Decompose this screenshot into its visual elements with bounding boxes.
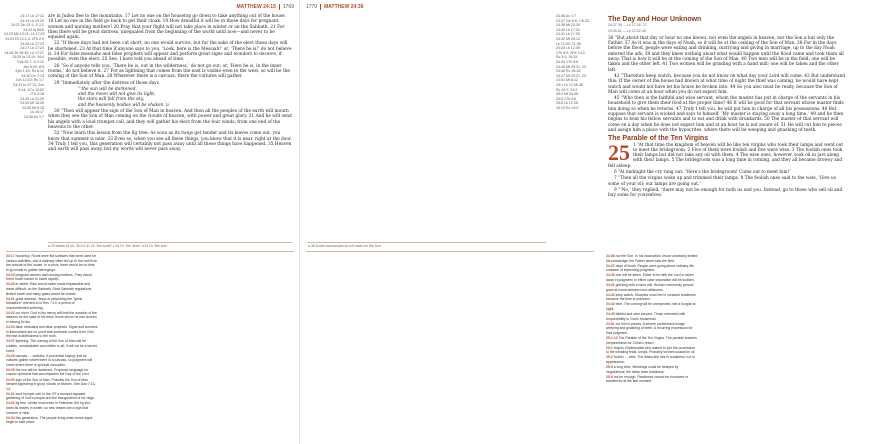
cross-reference: 24:36 Ac 1:7 — [24, 115, 44, 120]
note-reference: 24:45 — [606, 312, 615, 317]
cross-reference: 9:14; 1Co 15:52 — [18, 87, 44, 92]
study-note — [6, 311, 98, 325]
note-text: sign of the Son of Man. Possibly the Son of Man himself appearing in glory. clouds of heaven. See Dan 7:13-14. — [6, 377, 96, 391]
study-note — [6, 401, 98, 415]
cross-reference: 24:43 Lk 12:39 — [556, 46, 580, 51]
study-note — [6, 392, 98, 401]
running-head-ref: MATTHEW 24:15 — [236, 3, 276, 10]
study-note — [606, 264, 698, 273]
note-reference: 24:27 — [6, 339, 15, 344]
paragraph: 32 “Now learn this lesson from the fig tree: As soon as its twigs get tender and its leaves come out, you know that summer is near. 33 Even so, when you see all these things, you know that it is near, right at the door. 34 Truly I tell you, this generation will certainly not pass away until all these things have happened. 35 Heaven and earth will pass away, but my words will never pass away. — [48, 131, 292, 153]
note-reference: 24:19 — [6, 272, 15, 277]
cross-reference: 25:8 Lk 12:35 — [556, 101, 578, 106]
cross-reference: Am 5:20; 8:9 — [23, 64, 44, 69]
note-text: this generation. The people living when these signs begin to take place. — [6, 415, 93, 425]
note-reference: 24:28 — [6, 353, 15, 358]
note-reference: 24:41 — [606, 283, 615, 288]
cross-reference: Ezk 32:7; Jl 2:10 — [17, 59, 44, 64]
study-note — [606, 254, 698, 263]
note-text: not be enough. Readiness cannot be borrowed or transferred at the last moment. — [606, 374, 689, 384]
section-heading: The Day and Hour Unknown — [608, 16, 702, 23]
note-reference: 24:43 — [606, 302, 615, 307]
cross-reference: 24:35 Mt 5:18 — [22, 105, 44, 110]
cross-reference: 25:10 Rv 19:9 — [556, 105, 579, 110]
running-head-left — [237, 2, 294, 11]
footnote-rule — [308, 242, 546, 243]
paragraph: 22 “If those days had not been cut short, no one would survive, but for the sake of the elect those days will be shortened. 23 At that time if anyone says to you, ‘Look, here is the Messiah!’ or, ‘There he is!’ do not believe it. 24 For false messiahs and false prophets will appear and perform great signs and wonders to deceive, if possible, even the elect. 25 See, I have told you ahead of time. — [48, 41, 292, 63]
cross-reference: 24:19 Lk 23:29 — [20, 18, 44, 23]
notes-rule — [6, 251, 294, 252]
study-notes-right — [606, 254, 894, 440]
note-text: false messiahs and false prophets. Signs and wonders in themselves are no proof that someone comes from God; the test is faithfulness to the truth. — [6, 325, 98, 339]
note-text: faithful and wise servant. Those entrusted with responsibility in God's household. — [606, 312, 686, 321]
note-text: The Parable of the Ten Virgins. The parable teaches preparedness for Christ's return. — [606, 336, 697, 345]
cross-reference: Zch 12:10; Rv 1:7 — [15, 78, 44, 83]
paragraph: 29 “Immediately after the distress of those days — [54, 80, 159, 86]
cross-reference: 24:26 Lk 17:23 — [20, 41, 44, 46]
study-note — [606, 375, 698, 384]
note-reference: 24:37 — [606, 263, 615, 268]
note-reference: 24:51 — [606, 321, 615, 326]
study-note — [606, 355, 698, 364]
footnote-rule — [48, 242, 292, 243]
note-text: loud trumpet call. In the OT a trumpet signaled gathering of God's people and the inauguration of his reign. — [6, 391, 96, 401]
cross-reference: 25:1 Lk 12:35-38 — [556, 82, 583, 87]
cross-reference: 24:42 Mt 25:13 — [556, 36, 580, 41]
paragraph: 45 “Who then is the faithful and wise servant, whom the master has put in charge of the servants in his household to give them their food at the proper time? 46 It will be good for that servant whose master finds him doing so when he returns. 47 Truly I tell you, he will put him in charge of all his possessions. 48 But suppose that servant is wicked and says to himself, ‘My master is staying away a long time,’ 49 and he then begins to beat his fellow servants and to eat and drink with drunkards. 50 The master of that servant will come on a day when he does not expect him and at an hour he is not aware of. 51 He will cut him to pieces and assign him a place with the hypocrites, where there will be weeping and gnashing of teeth. — [608, 96, 844, 133]
note-text: thief. The coming will be unexpected, like a burglar at night. — [606, 302, 696, 311]
study-note — [6, 273, 98, 282]
note-text: housetop. Roofs were flat surfaces that were used for various activities, and a stairway often led up to the roof from the outside of the house. In a crisis, there would be no time to go inside to gather belongings. — [6, 254, 98, 272]
cross-reference: 24:28 Jb 39:30; Lk 17:37 — [4, 50, 44, 55]
cross-reference: 24:27 Lk 17:24 — [20, 46, 44, 51]
running-head-ref: MATTHEW 24:36 — [324, 3, 364, 10]
cross-reference: 25:2 Mt 24:45 — [556, 92, 578, 97]
study-note — [606, 336, 698, 345]
poem-line: and the heavenly bodies will be shaken.’a — [78, 102, 169, 108]
note-text: nor the Son. In his incarnation Jesus voluntarily limited his knowledge; the Father alone sets the time. — [606, 254, 698, 263]
study-note — [6, 325, 98, 339]
note-reference: 24:20 — [6, 282, 15, 287]
cross-reference: 24:41 Lk 17:35 — [556, 32, 580, 37]
cross-reference: 24:36 Ac 1:7 — [556, 14, 576, 18]
paragraph: 26 “So if anyone tells you, ‘There he is, out in the wilderness,’ do not go out; or, ‘Here he is, in the inner rooms,’ do not believe it. 27 For as lightning that comes from the east is visible even in the west, so will be the coming of the Son of Man. 28 Wherever there is a carcass, there the vultures will gather. — [48, 63, 290, 80]
note-reference: 25:2 — [606, 355, 613, 360]
poetry-quote — [48, 87, 292, 108]
study-note — [6, 378, 98, 392]
paragraph: 42 “Therefore keep watch, because you do not know on what day your Lord will come. 43 But understand this: If the owner of the house had known at what time of night the thief was coming, he would have kept watch and would not have let his house be broken into. 44 So you also must be ready, because the Son of Man will come at an hour when you do not expect him. — [608, 73, 846, 95]
note-text: days of Noah. People were going about ordinary life, unaware of impending judgment. — [606, 263, 695, 273]
note-reference: 24:40 — [606, 273, 615, 278]
poem-line: the stars will fall from the sky, — [78, 97, 145, 103]
note-text: a long time. Weddings could be delayed by negotiations; the delay tests readiness. — [606, 365, 679, 374]
footnotes: a 36 Some manuscripts do not have nor the Son. — [308, 244, 382, 248]
cross-reference: Rv 3:3; 16:15 — [556, 55, 578, 60]
study-note — [6, 339, 98, 353]
parallel-passages: 24:37-39 — Lk 17:26, 27 — [608, 23, 647, 28]
footnotes: a 29 Isaiah 13:10; 34:4 b 31 Or "the world" c 34 Or "the Jews" d 34 Or "the end" — [48, 244, 168, 248]
cross-reference: 24:31 Is 27:13; Zch — [13, 82, 44, 87]
note-reference: 24:31 — [6, 391, 15, 396]
study-note — [606, 312, 698, 321]
note-text: great distress. Jesus is describing the "great tribulation" referred to in Rev 7:14, a period of unprecedented suffering. — [6, 296, 83, 310]
note-text: foolish … wise. The distinction lies in readiness, not in appearance. — [606, 355, 695, 364]
cross-reference: 24:24 Dt 13:1-3; 2Th 2:9 — [5, 36, 44, 41]
poem-line: and the moon will not give its light; — [78, 92, 156, 98]
scripture-text-left — [48, 14, 292, 153]
note-reference: 24:21 — [6, 296, 15, 301]
paragraph: 1 “At that time the kingdom of heaven will be like ten virgins who took their lamps and went out to meet the bridegroom. 2 Five of them were foolish and five were wise. 3 The foolish ones took their lamps but did not take any oil with them. 4 The wise ones, however, took oil in jars along with their lamps. 5 The bridegroom was a long time in coming, and they all became drowsy and fell asleep. — [608, 142, 844, 169]
note-reference: 25:1-13 — [606, 336, 618, 341]
cross-reference: 1Th 5:2; 2Pe 3:10 — [556, 50, 585, 55]
study-note — [606, 273, 698, 282]
note-reference: 25:5 — [606, 365, 613, 370]
note-text: pregnant women and nursing mothers. They would find it much harder to travel rapidly. — [6, 272, 92, 282]
notes-rule — [306, 251, 594, 252]
cross-reference: 24:21 Dn 12:1; Jl 2:2 — [10, 23, 44, 28]
note-reference: 24:34 — [6, 415, 15, 420]
paragraph: are in Judea flee to the mountains. 17 Let no one on the housetop go down to take anything out of the house. 18 Let no one in the field go back to get their cloak. 19 How dreadful it will be in those days for pregnant women and nursing mothers! 20 Pray that your flight will not take place in winter or on the Sabbath. 21 For then there will be great distress, unequaled from the beginning of the world until now—and never to be equaled again. — [48, 14, 286, 41]
study-note — [606, 322, 698, 336]
study-note — [6, 282, 98, 296]
note-text: carcass … vultures. A proverbial saying: just as vultures gather where there is a carcass, so judgment will come where there is spiritual corruption. — [6, 353, 93, 367]
paragraph: 9 “‘No,’ they replied, ‘there may not be enough for both us and you. Instead, go to those who sell oil and buy some for yourselves.’ — [608, 187, 843, 199]
cross-reference: 24:32 Lk 21:29 — [20, 96, 44, 101]
cross-reference: 24:23 Mk 13:21; Lk 17:23 — [4, 32, 45, 37]
note-reference: 25:9 — [606, 374, 613, 379]
note-text: cut short. God in his mercy will limit the duration of the distress for the sake of his elect, those whom he has chosen to belong to him. — [6, 310, 97, 325]
study-note — [6, 354, 98, 368]
cross-reference: 24:40 Lk 17:34 — [556, 27, 580, 32]
note-reference: 24:36 — [606, 254, 615, 258]
cross-reference: Zph 1:15; Rv 6:12 — [15, 69, 44, 74]
cross-reference: 24:17 Lk 17:31 — [20, 14, 44, 18]
study-notes-left — [6, 254, 294, 440]
paragraph: 30 “Then will appear the sign of the Son of Man in heaven. And then all the peoples of the earth will mourn when they see the Son of Man coming on the clouds of heaven, with power and great glory. 31 And he will send his angels with a loud trumpet call, and they will gather his elect from the four winds, from one end of the heavens to the other. — [48, 109, 292, 130]
note-reference: 24:42 — [606, 292, 615, 297]
cross-reference-column — [556, 14, 596, 110]
parallel-passages: 24:45-51 — Lk 12:42-46 — [608, 28, 646, 33]
cross-reference: 24:44 1Th 5:6 — [556, 59, 579, 64]
study-note — [606, 346, 698, 355]
cross-reference: 24:34 Mt 16:28 — [20, 101, 44, 106]
note-text: grinding with a hand mill. Women commonly ground grain at home between two millstones. — [606, 283, 694, 292]
right-page — [300, 0, 846, 444]
study-note — [6, 254, 98, 272]
page-number: 1770 — [306, 3, 318, 10]
note-reference: 24:22 — [6, 310, 15, 315]
section-heading: The Parable of the Ten Virgins — [608, 135, 709, 143]
note-text: one will be taken. Either to be with the Lord or taken away in judgment; in either case separation will be sudden. — [606, 273, 695, 282]
cross-reference: 1Th 4:16 — [29, 92, 44, 97]
note-text: virgins. Bridesmaids who waited to join the procession to the wedding feast. lamps. Probably torches soaked in oil. — [606, 345, 696, 355]
running-head-right — [306, 2, 363, 11]
cross-reference: 24:38 Mt 22:30 — [556, 23, 580, 28]
left-page — [0, 0, 300, 444]
running-head-divider — [320, 4, 321, 10]
note-reference: 25:1 — [606, 345, 613, 350]
cross-reference: 24:37 Ge 6:5; 7:6-23 — [556, 18, 589, 23]
scripture-text-right — [608, 14, 846, 200]
cross-reference: 24:22 Is 65:8 — [23, 27, 44, 32]
study-note — [6, 368, 98, 377]
cross-reference: Rv 19:7; 21:2 — [556, 87, 578, 92]
running-head-divider — [279, 4, 280, 10]
note-reference: 24:32 — [6, 401, 15, 406]
note-reference: 24:24 — [6, 325, 15, 330]
cross-reference: 24:46 Rv 16:15 — [556, 69, 581, 74]
paragraph: 7 “Then all the virgins woke up and trimmed their lamps. 8 The foolish ones said to the wise, ‘Give us some of your oil; our lamps are going out.’ — [608, 176, 836, 187]
paragraph: 6 “At midnight the cry rang out: ‘Here’s the bridegroom! Come out to meet him!’ — [614, 170, 791, 176]
note-reference: 24:17 — [6, 254, 15, 258]
note-text: cut him to pieces. A severe punishment image. weeping and gnashing of teeth. A recurring expression for final judgment. — [606, 321, 693, 335]
note-reference: 24:30 — [6, 377, 15, 382]
study-note — [6, 297, 98, 311]
note-text: the sun will be darkened. Prophetic language for cosmic upheaval that accompanies the Day of the Lord. — [6, 367, 90, 377]
cross-reference: 24:47 Mt 25:21, 23 — [556, 73, 586, 78]
cross-reference: Lk 12:40; 21:36 — [556, 41, 581, 46]
cross-reference: 25:5 1Th 5:6 — [556, 96, 577, 101]
study-note — [606, 302, 698, 311]
study-note — [606, 365, 698, 374]
poem-line: “‘the sun will be darkened, — [78, 86, 137, 92]
cross-reference-column — [4, 14, 44, 120]
cross-reference: Lk 16:17 — [30, 110, 44, 115]
cross-reference: 24:30 Dn 7:13 — [21, 73, 44, 78]
cross-reference: 24:45 Mt 25:21, 23 — [556, 64, 586, 69]
chapter-number: 25 — [608, 139, 630, 165]
page-number: 1769 — [282, 3, 294, 10]
cross-reference: 24:29 Is 13:10; 34:4 — [12, 55, 44, 60]
note-text: fig tree. Unlike most trees in Palestine, the fig tree loses its leaves in winter, so new leaves are a sign that summer is near. — [6, 401, 91, 415]
note-text: lightning. The coming of the Son of Man will be sudden, unmistakable and visible to all; it will not be a secret event. — [6, 339, 97, 353]
study-note — [606, 283, 698, 292]
study-note — [6, 416, 98, 425]
note-reference: 24:29 — [6, 367, 15, 372]
cross-reference: 24:51 Mt 8:12 — [556, 78, 578, 83]
study-note — [606, 293, 698, 302]
paragraph: 36 “But about that day or hour no one knows, not even the angels in heaven, nor the Son,a but only the Father. 37 As it was in the days of Noah, so it will be at the coming of the Son of Man. 38 For in the days before the flood, people were eating and drinking, marrying and giving in marriage, up to the day Noah entered the ark; 39 and they knew nothing about what would happen until the flood came and took them all away. That is how it will be at the coming of the Son of Man. 40 Two men will be in the field; one will be taken and the other left. 41 Two women will be grinding with a hand mill; one will be taken and the other left. — [608, 35, 844, 73]
note-text: keep watch. Disciples must live in constant readiness because the time is unknown. — [606, 292, 696, 302]
note-text: in winter. Rain would make roads impassable and travel difficult. on the Sabbath. Strict Sabbath regulations limited travel and many gates would be closed. — [6, 282, 92, 296]
